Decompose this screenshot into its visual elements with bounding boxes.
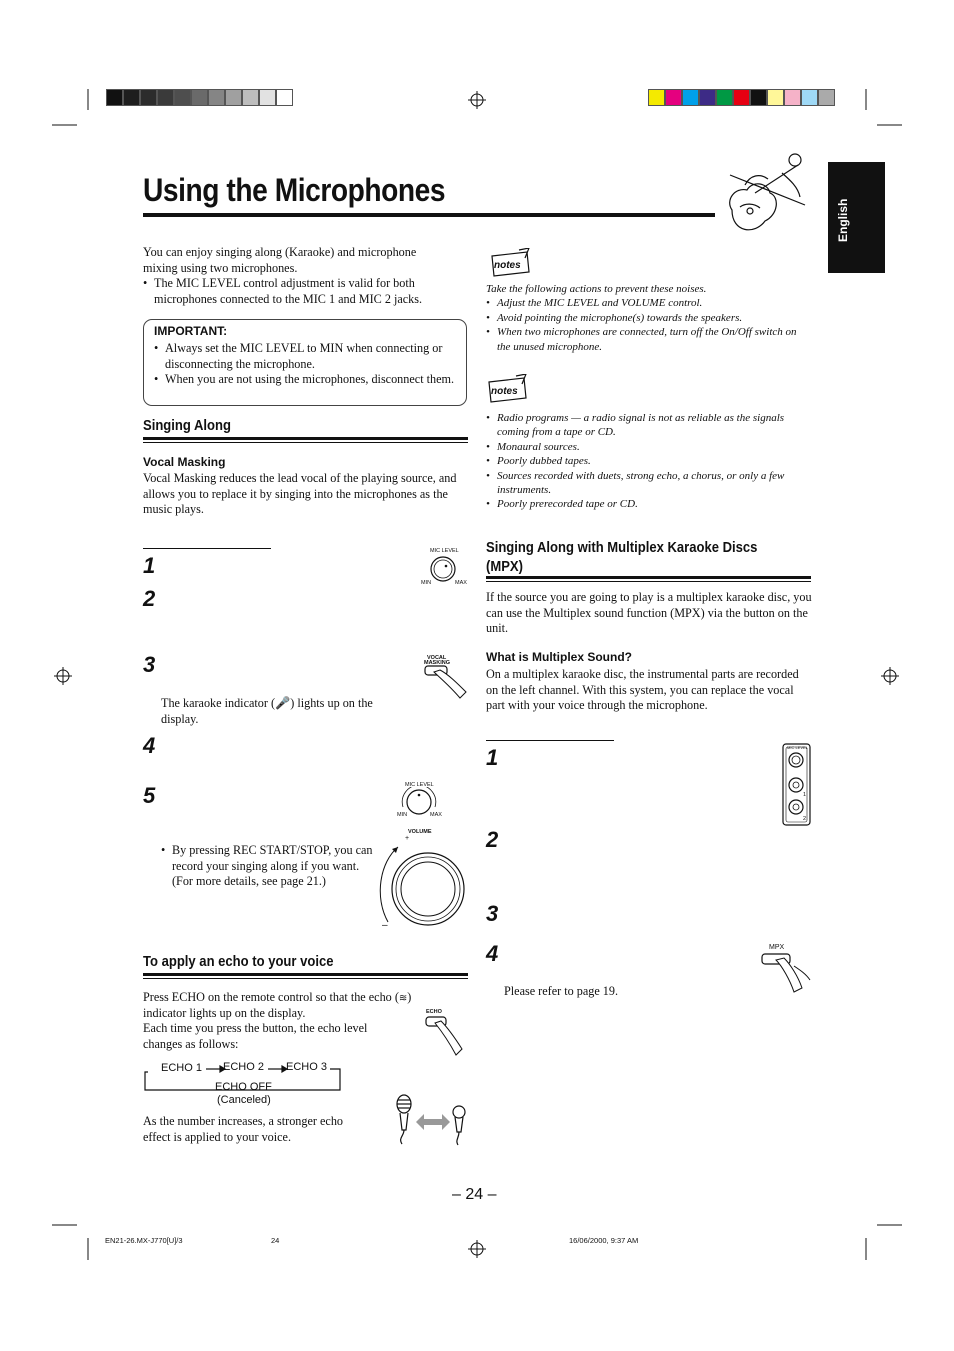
echo-level: ECHO 2 [223,1061,264,1073]
step-number: 4 [486,941,499,966]
vocal-masking-button[interactable] [420,664,470,704]
echo-level: ECHO 1 [161,1062,202,1074]
echo-button-label: ECHO [426,1009,442,1015]
color-swatch [242,89,259,106]
note-item: • Poorly prerecorded tape or CD. [486,497,810,511]
footer-timestamp: 16/06/2000, 9:37 AM [569,1236,639,1245]
color-swatch [225,89,242,106]
mic-level-label: MIC LEVEL [430,548,459,554]
echo-icon: ≋ [398,993,408,1004]
intro [143,245,448,307]
color-swatch [801,89,818,106]
min-label: MIN [421,580,432,586]
step-number: 1 [486,745,499,770]
karaoke-icon: 🎤 [275,696,291,710]
step-number: 5 [143,783,156,808]
echo-level: ECHO 3 [286,1061,327,1073]
mpx-button[interactable] [760,952,814,994]
step-number: 2 [143,586,156,611]
mic-level-knob[interactable] [393,787,445,815]
what-is-multiplex-heading: What is Multiplex Sound? [486,650,632,664]
color-swatch [665,89,682,106]
heading-rule [486,576,811,579]
max-label: MAX [455,580,467,586]
important-box [143,319,467,406]
color-swatch [191,89,208,106]
note-item: • Avoid pointing the microphone(s) towards the speakers. [486,311,810,325]
note-item: • Poorly dubbed tapes. [486,454,810,468]
color-swatch [648,89,665,106]
page-title: Using the Microphones [143,172,446,208]
color-swatch [750,89,767,106]
color-swatch [818,89,835,106]
grayscale-bar [106,89,293,106]
note-item: • Monaural sources. [486,440,810,454]
color-swatch [140,89,157,106]
color-swatch [174,89,191,106]
heading-rule [143,437,468,440]
panel-label: MIC LEVEL [787,745,808,750]
min-label: MIN [397,812,408,818]
mpx-text: If the source you are going to play is a multiplex karaoke disc, you can use the Multiplex sound function (MPX) via the button on the unit. [486,590,812,635]
microphones-illustration [392,1092,472,1147]
step-number: 2 [486,827,499,852]
color-swatch [106,89,123,106]
vocal-masking-heading: Vocal Masking [143,455,226,469]
jack-label: 1 [803,792,807,798]
step-rule [143,548,271,549]
step-number: 4 [143,733,156,758]
mpx-step4-note: Please refer to page 19. [504,984,619,998]
jack-label: 2 [803,816,807,822]
echo-button[interactable] [422,1015,470,1059]
echo-canceled: (Canceled) [217,1094,271,1106]
heading-rule [143,442,468,443]
language-tab [828,162,885,273]
note-item: • Radio programs — a radio signal is not as reliable as the signals coming from a tape or CD. [486,411,810,440]
notes-2 [486,411,810,512]
color-swatch [276,89,293,106]
color-bar [648,89,835,106]
echo-off: ECHO OFF [215,1081,272,1093]
color-swatch [784,89,801,106]
footer-page: 24 [271,1236,280,1245]
mpx-button-label: MPX [769,944,785,951]
color-swatch [682,89,699,106]
mic-jack-panel [782,743,812,827]
color-swatch [716,89,733,106]
heading-rule [143,978,468,979]
echo-text-2: indicator lights up on the display. [143,1006,306,1020]
karaoke-indicator-note: The karaoke indicator (🎤) lights up on the display. [161,696,373,726]
notes-badge: notes [494,260,521,271]
step-rule [486,740,614,741]
footer-file: EN21-26.MX-J770[U]/3 [105,1236,183,1245]
plus-label: + [405,835,410,842]
echo-text-3: Each time you press the button, the echo level changes as follows: [143,1021,368,1051]
step-number: 1 [143,553,156,578]
note-item: • Adjust the MIC LEVEL and VOLUME control. [486,296,810,310]
echo-text-1: Press ECHO on the remote control so that the echo (≋) [143,990,412,1004]
intro-text: You can enjoy singing along (Karaoke) and microphone mixing using two microphones. [143,245,417,275]
step-number: 3 [486,901,499,926]
echo-text-4: As the number increases, a stronger echo effect is applied to your voice. [143,1114,344,1144]
step-number: 3 [143,652,156,677]
title-rule [143,213,715,217]
important-item: • Always set the MIC LEVEL to MIN when connecting or disconnecting the microphone. [154,341,456,372]
intro-bullet: • The MIC LEVEL control adjustment is valid for both microphones connected to the MIC 1 and MIC 2 jacks. [143,276,448,307]
color-swatch [208,89,225,106]
mpx-heading: Singing Along with Multiplex Karaoke Discs (MPX) [486,540,758,575]
notes-1 [486,282,810,354]
color-swatch [123,89,140,106]
notes-lead: Take the following actions to prevent these noises. [486,283,707,295]
masking-label: MASKING [424,660,450,666]
important-item: • When you are not using the microphones, disconnect them. [154,372,456,388]
notes-badge: notes [491,386,518,397]
record-note: • By pressing REC START/STOP, you can record your singing along if you want. (For more details, see page 21.) [161,843,373,890]
color-swatch [259,89,276,106]
page-number: – 24 – [452,1186,497,1203]
minus-label: – [382,920,388,931]
vocal-label: VOCAL [427,655,447,661]
singing-along-heading: Singing Along [143,418,231,434]
language-tab-label: English [836,198,850,242]
heading-rule [486,581,811,582]
note-item: • Sources recorded with duets, strong echo, a chorus, or only a few instruments. [486,469,810,498]
max-label: MAX [430,812,442,818]
echo-heading: To apply an echo to your voice [143,954,334,970]
what-is-multiplex-text: On a multiplex karaoke disc, the instrumental parts are recorded on the left channel. With this system, you can replace the vocal part with your voice through the microphone. [486,667,799,712]
vocal-masking-text: Vocal Masking reduces the lead vocal of the playing source, and allows you to replace it by singing into the microphones as the music plays. [143,471,457,516]
color-swatch [733,89,750,106]
volume-label: VOLUME [408,829,432,835]
important-title: IMPORTANT: [154,324,228,338]
violinist-illustration [720,145,815,240]
note-item: • When two microphones are connected, turn off the On/Off switch on the unused microphone. [486,325,810,354]
heading-rule [143,973,468,976]
volume-knob[interactable] [368,842,468,932]
color-swatch [767,89,784,106]
mic-level-label: MIC LEVEL [405,782,434,788]
color-swatch [699,89,716,106]
color-swatch [157,89,174,106]
